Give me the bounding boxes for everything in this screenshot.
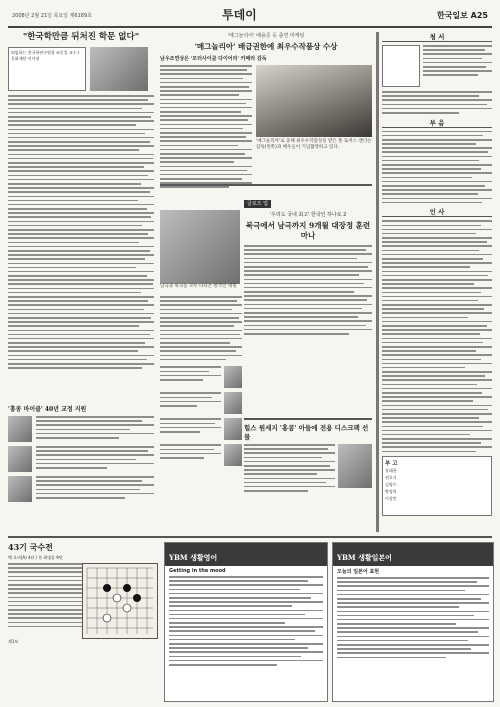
go-board-grid — [83, 564, 157, 638]
right-sidebar — [382, 32, 492, 532]
person-entry — [160, 392, 242, 414]
left-subhead: '홍콩 마이클' 40년 교정 지원 — [8, 406, 87, 413]
ybm-right-title: YBM 생활일본어 — [337, 553, 392, 562]
sidebar-title-3: 인 사 — [382, 207, 492, 217]
left-column — [8, 32, 154, 402]
person-photo — [8, 446, 32, 472]
center-left-column — [160, 296, 242, 532]
people-section — [8, 404, 154, 534]
person-photo — [224, 392, 242, 414]
puzzle-caption: 제1보 — [8, 639, 19, 644]
person-photo — [8, 476, 32, 502]
puzzle-sub: 백 오비(A) 4단 / 흑 최명훈 9단 — [8, 555, 63, 560]
person-photo — [224, 418, 242, 440]
left-body-text — [8, 95, 154, 369]
ybm-left-title: YBM 생활영어 — [169, 553, 218, 562]
bottom-story — [244, 418, 372, 532]
person-photo — [224, 366, 242, 388]
baduk-puzzle — [8, 542, 158, 702]
award-photo — [256, 65, 372, 137]
ybm-left-sub: Getting in the mood — [169, 568, 226, 574]
bottom-headline: 힐스 원세지 '홍콩' 아들에 전용 디스크팩 선물 — [244, 424, 369, 441]
person-entry — [160, 366, 242, 388]
sidebar-title-2: 부 음 — [382, 118, 492, 128]
feature-photo — [160, 210, 240, 284]
person-entry — [160, 444, 242, 466]
obituary-person: 이상민 — [385, 496, 397, 502]
award-photo-caption: '매그놀리아'로 올해 최우수작품상을 받은 폴 토머스 앤더슨 감독(왼쪽)과 배우들이 기념촬영하고 있다. — [256, 139, 372, 150]
person-entry — [8, 416, 154, 442]
obituary-person: 박정희 — [385, 489, 397, 495]
feature-photo-caption: 남극과 북극을 모두 다녀온 한국인 대원 — [160, 284, 237, 289]
left-headline: "한국학만큼 뒤처진 학문 없다" — [22, 32, 140, 42]
sidebar-title-1: 청 서 — [382, 32, 492, 42]
feature-label: 글로즈 업 — [244, 200, 271, 208]
center-kicker: '매그놀리아' 배용준 등 출연 마케팅 — [227, 33, 305, 39]
feature-photo-wrap — [160, 210, 240, 296]
obituary-box — [382, 456, 492, 516]
center-subhead: 남우조연상은 '모터사이클 다이어리' 카메라 감독 — [160, 56, 267, 62]
obituary-person: 권오기 — [385, 475, 397, 481]
center-top-story — [160, 32, 372, 182]
ybm-english-ad — [164, 542, 328, 702]
person-entry — [8, 446, 154, 472]
person-photo — [8, 416, 32, 442]
person-entry — [8, 476, 154, 502]
feature-headline: 북극에서 남극까지 9개월 대장정 훈련마나 — [245, 221, 371, 240]
ybm-japanese-ad — [332, 542, 494, 702]
intro-box-text: 퇴임하는 한국학연구원장 조동일 교수 / 문화재단 이사장 — [11, 50, 80, 61]
person-entry — [160, 418, 242, 440]
center-headline: '매그놀리아' 배급권한에 최우수작품상 수상 — [194, 42, 338, 51]
feature-kicker: '우리도 국내 최고' 한국인 하나로 2 — [269, 212, 347, 218]
ybm-right-sub: 오늘의 일본어 표현 — [337, 569, 380, 575]
puzzle-title: 43기 국수전 — [8, 542, 53, 552]
date-line: 2008년 2월 21일 목요일 제6189호 — [12, 13, 92, 19]
obituary-title: 부 고 — [385, 461, 398, 468]
portrait-photo — [90, 47, 148, 91]
person-photo — [224, 444, 242, 466]
intro-box — [8, 47, 86, 91]
paper-name: 한국일보 A25 — [436, 11, 488, 20]
go-board — [82, 563, 158, 639]
obituary-person: 김영수 — [385, 482, 397, 488]
bottom-photo — [338, 444, 372, 488]
obituary-person: 강태용 — [385, 468, 397, 474]
page-header — [8, 4, 492, 28]
section-title: 투데이 — [222, 8, 257, 22]
